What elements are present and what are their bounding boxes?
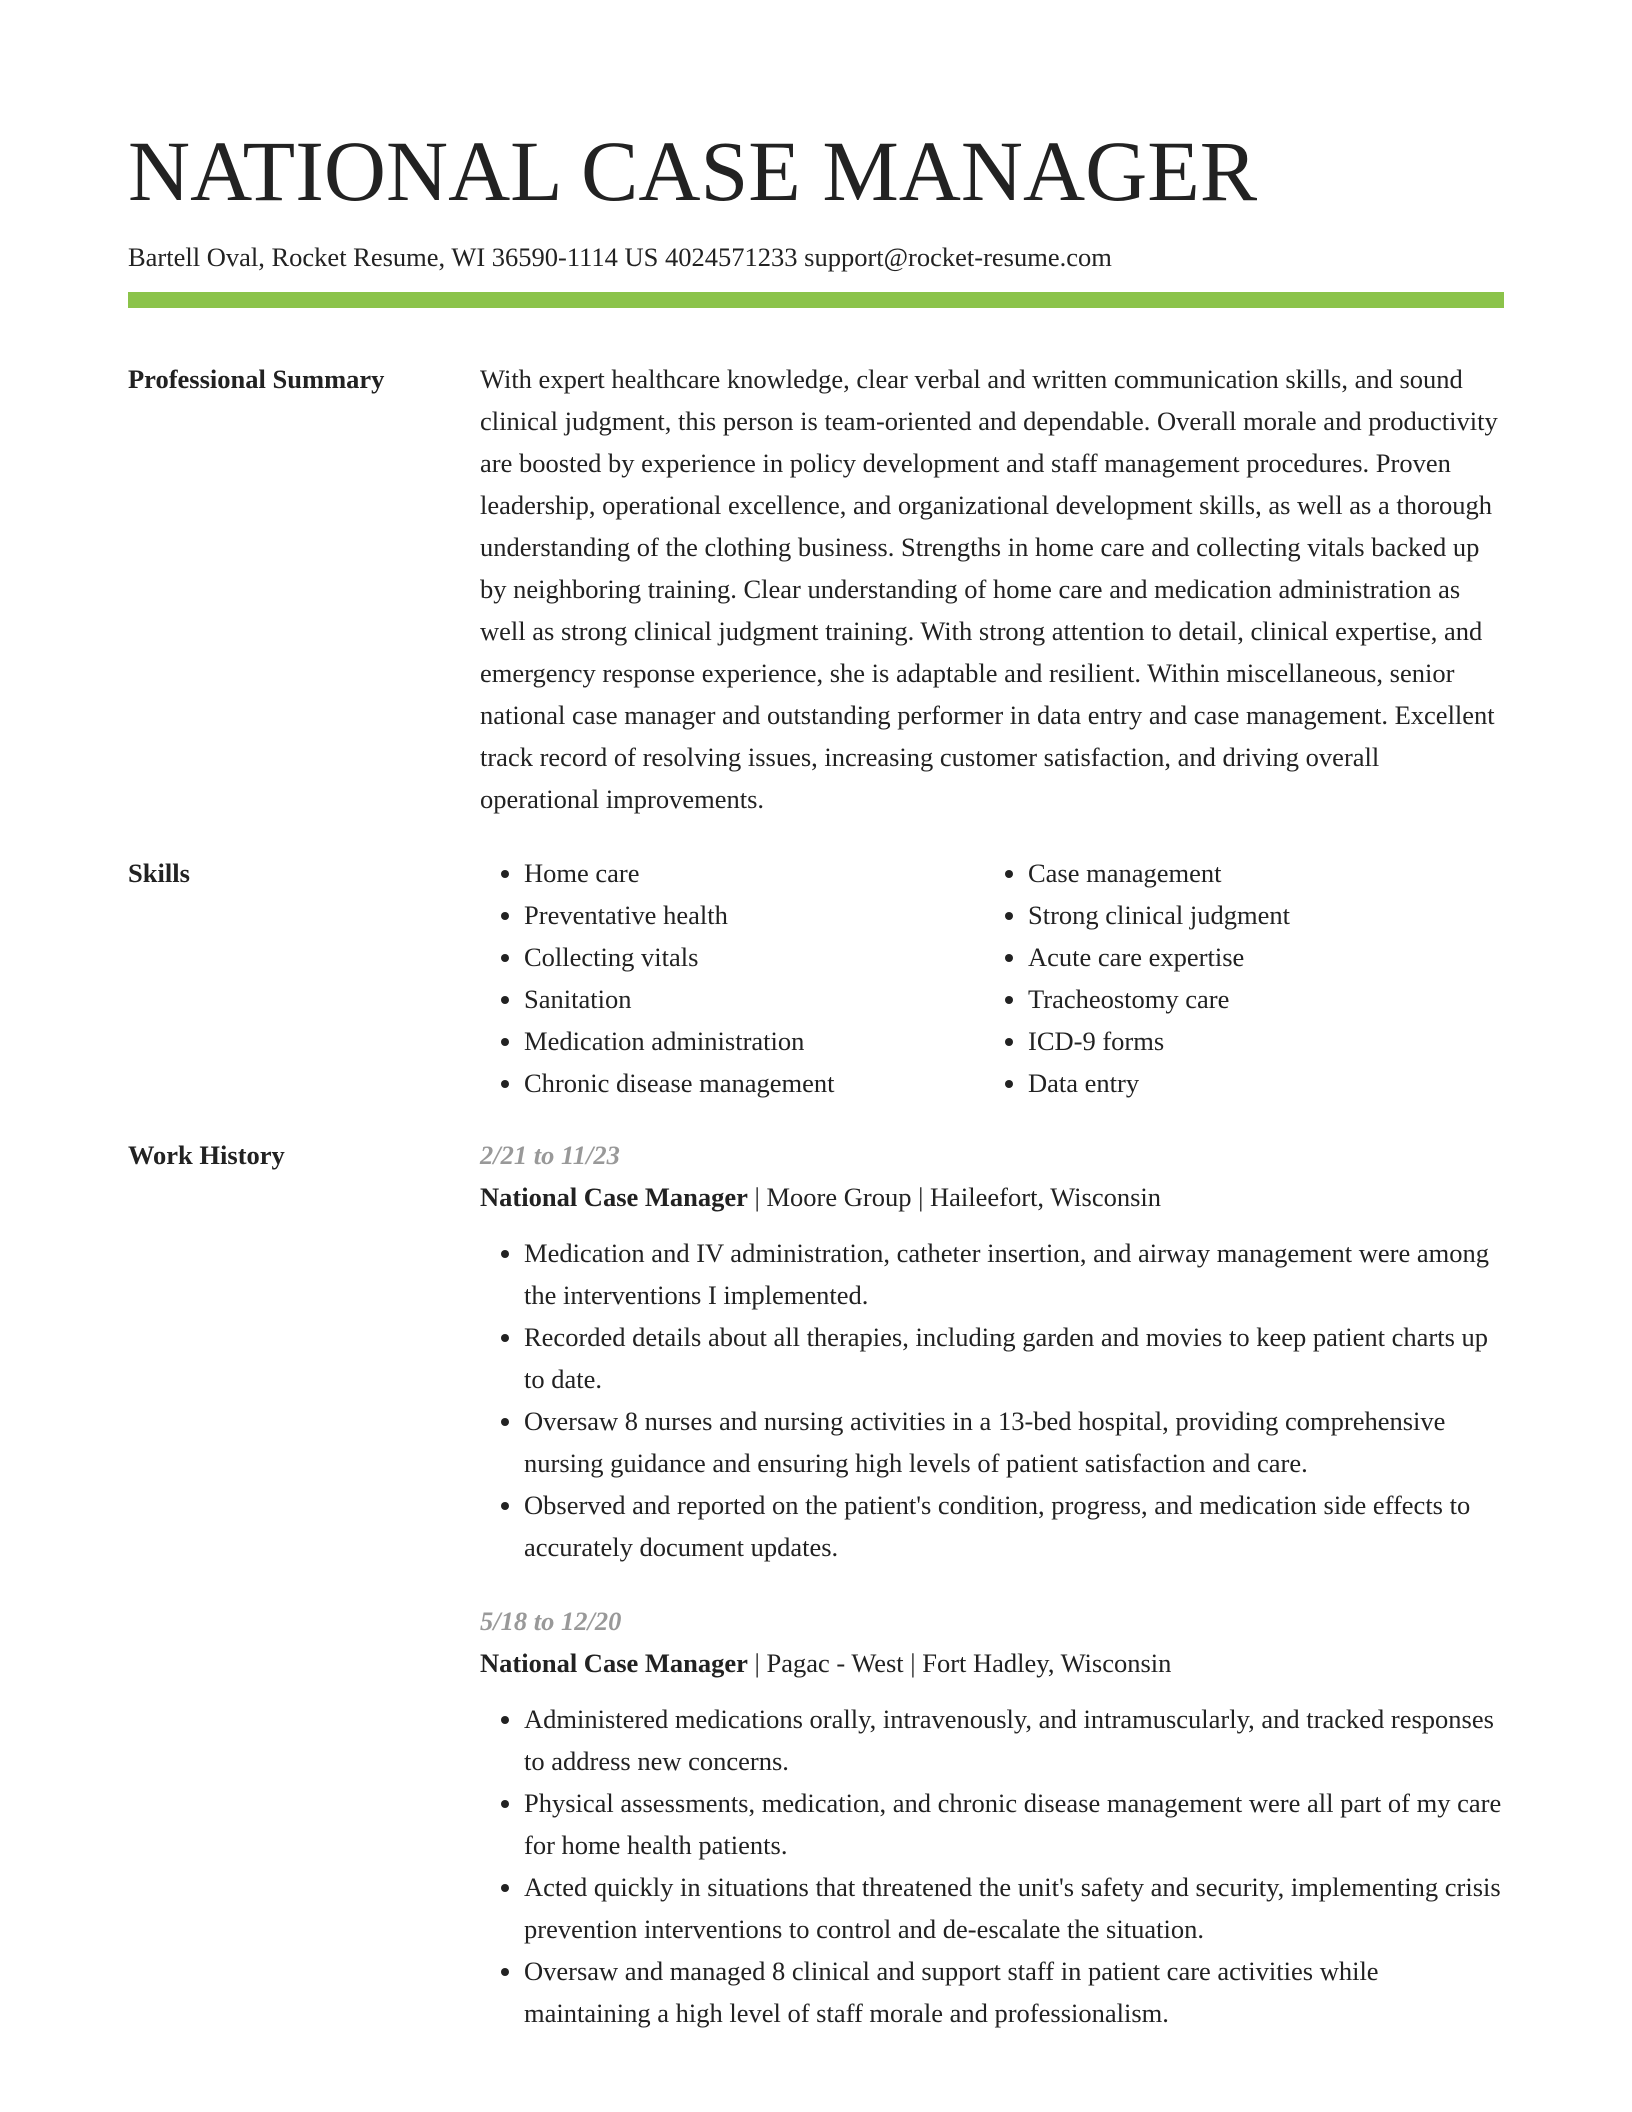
- skill-item: • Preventative health: [524, 894, 984, 936]
- contact-line: Bartell Oval, Rocket Resume, WI 36590-1114 US 4024571233 support@rocket-resume.com: [128, 242, 1112, 272]
- job-entry: [480, 1600, 1504, 2034]
- job-bullet: • Acted quickly in situations that threatened the unit's safety and security, implementing crisis prevention interventions to control and de-escalate the situation.: [524, 1866, 1504, 1950]
- section-label-skills: Skills: [128, 858, 190, 888]
- skill-item: • Sanitation: [524, 978, 984, 1020]
- skill-item: • Acute care expertise: [1028, 936, 1488, 978]
- job-title: National Case Manager: [480, 1648, 748, 1678]
- skill-item: • Chronic disease management: [524, 1062, 984, 1104]
- section-label-summary: Professional Summary: [128, 364, 385, 394]
- skill-item: • Case management: [1028, 852, 1488, 894]
- skill-item: • Tracheostomy care: [1028, 978, 1488, 1020]
- job-bullet: • Recorded details about all therapies, including garden and movies to keep patient charts up to date.: [524, 1316, 1504, 1400]
- skill-item: • Data entry: [1028, 1062, 1488, 1104]
- skills-list-right: [984, 852, 1488, 1104]
- job-dates: 5/18 to 12/20: [480, 1606, 622, 1636]
- summary-section: [128, 358, 1504, 820]
- work-history-section: [128, 1134, 1504, 2034]
- job-bullet: • Oversaw and managed 8 clinical and support staff in patient care activities while maintaining a high level of staff morale and professionalism.: [524, 1950, 1504, 2034]
- job-bullets: [480, 1698, 1504, 2034]
- work-history-body: [480, 1134, 1504, 2034]
- job-entry: [480, 1134, 1504, 1568]
- job-details: | Pagac - West | Fort Hadley, Wisconsin: [747, 1648, 1172, 1678]
- accent-divider: [128, 292, 1504, 308]
- job-heading: [480, 1642, 1504, 1684]
- skill-item: • Home care: [524, 852, 984, 894]
- skill-item: • Medication administration: [524, 1020, 984, 1062]
- job-dates: 2/21 to 11/23: [480, 1140, 620, 1170]
- skill-item: • Collecting vitals: [524, 936, 984, 978]
- skills-section: [128, 852, 1504, 1104]
- summary-text: With expert healthcare knowledge, clear verbal and written communication skills, and sound clinical judgment, this person is team-oriented and dependable. Overall morale and productivity are boosted by experience in policy development and staff management procedures. Proven leadership, operational excellence, and organizational development skills, as well as a thorough understanding of the clothing business. Strengths in home care and collecting vitals backed up by neighboring training. Clear understanding of home care and medication administration as well as strong clinical judgment training. With strong attention to detail, clinical expertise, and emergency response experience, she is adaptable and resilient. Within miscellaneous, senior national case manager and outstanding performer in data entry and case management. Excellent track record of resolving issues, increasing customer satisfaction, and driving overall operational improvements.: [480, 364, 1498, 814]
- section-label-work: Work History: [128, 1140, 285, 1170]
- skills-list-left: [480, 852, 984, 1104]
- skills-columns: [480, 852, 1504, 1104]
- candidate-name: NATIONAL CASE MANAGER: [128, 123, 1258, 219]
- job-bullet: • Medication and IV administration, catheter insertion, and airway management were among the interventions I implemented.: [524, 1232, 1504, 1316]
- job-heading: [480, 1176, 1504, 1218]
- job-details: | Moore Group | Haileefort, Wisconsin: [747, 1182, 1162, 1212]
- resume-page: [128, 0, 1504, 2034]
- job-bullet: • Observed and reported on the patient's condition, progress, and medication side effects to accurately document updates.: [524, 1484, 1504, 1568]
- job-bullet: • Oversaw 8 nurses and nursing activities in a 13-bed hospital, providing comprehensive nursing guidance and ensuring high levels of patient satisfaction and care.: [524, 1400, 1504, 1484]
- job-bullet: • Administered medications orally, intravenously, and intramuscularly, and tracked responses to address new concerns.: [524, 1698, 1504, 1782]
- job-bullets: [480, 1232, 1504, 1568]
- skill-item: • ICD-9 forms: [1028, 1020, 1488, 1062]
- job-bullet: • Physical assessments, medication, and chronic disease management were all part of my care for home health patients.: [524, 1782, 1504, 1866]
- job-title: National Case Manager: [480, 1182, 748, 1212]
- skill-item: • Strong clinical judgment: [1028, 894, 1488, 936]
